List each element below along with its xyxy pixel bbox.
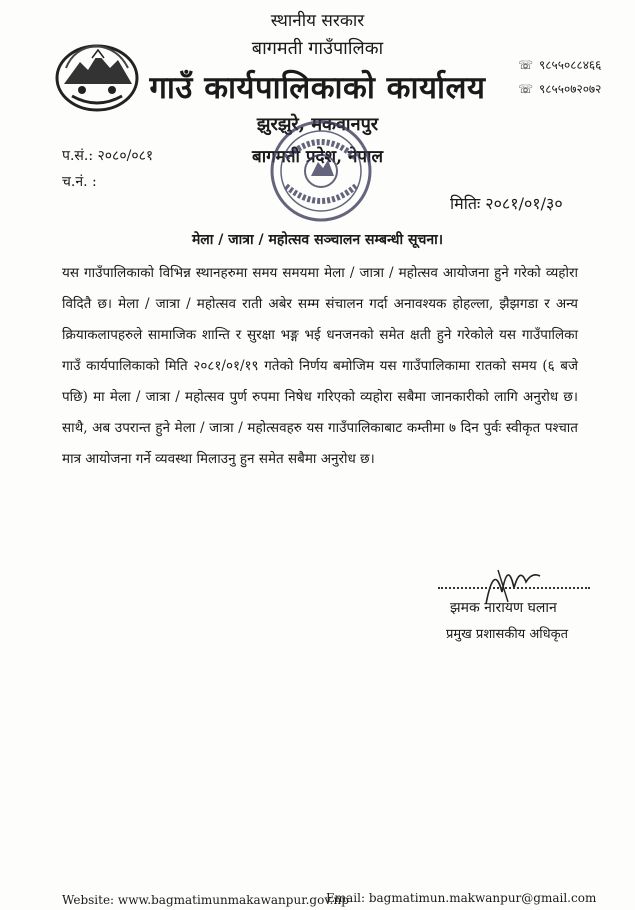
letter-reference-number: प.सं.: २०८०/०८१	[62, 148, 154, 164]
header-municipality: बागमती गाउँपालिका	[251, 38, 384, 59]
dispatch-number: च.नं. :	[62, 174, 97, 190]
header-place: झुरझुरे, मकवानपुर	[256, 114, 379, 135]
signatory-title: प्रमुख प्रशासकीय अधिकृत	[446, 627, 569, 642]
telephone-icon: ☏	[518, 58, 534, 72]
letter-subject: मेला / जात्रा / महोत्सव सञ्चालन सम्बन्धी सूचना।	[191, 232, 444, 248]
telephone-icon: ☏	[518, 82, 534, 96]
signature-line	[438, 587, 590, 589]
office-stamp	[268, 118, 374, 224]
letter-body: यस गाउँपालिकाको विभिन्न स्थानहरुमा समय समयमा मेला / जात्रा / महोत्सव आयोजना हुने गरेको व्यहोरा विदितै छ। मेला / जात्रा / महोत्सव राती अबेर सम्म संचालन गर्दा अनावश्यक होहल्ला, झैझगडा र अन्य क्रियाकलापहरुले सामाजिक शान्ति र सुरक्षा भङ्ग भई धनजनको समेत क्षती हुने गरेकोले यस गाउँपालिका गाउँ कार्यपालिकाको मिति २०८१/०१/१९ गतेको निर्णय बमोजिम यस गाउँपालिकामा रातको समय (६ बजे पछि) मा मेला / जात्रा / महोत्सव पुर्ण रुपमा निषेध गरिएको व्यहोरा सबैमा जानकारीको लागि अनुरोध छ। साथै, अब उपरान्त हुने मेला / जात्रा / महोत्सवहरु यस गाउँपालिकाबाट कम्तीमा ७ दिन पुर्वः स्वीकृत पश्चात मात्र आयोजना गर्ने व्यवस्था मिलाउनु हुन समेत सबैमा अनुरोध छ।	[62, 265, 578, 467]
header-province: बागमती प्रदेश, नेपाल	[252, 147, 383, 167]
letter-date: मितिः २०८१/०१/३०	[450, 194, 563, 213]
footer-email: Email: bagmatimun.makwanpur@gmail.com	[326, 891, 597, 905]
signatory-name: झमक नारायण घलान	[450, 600, 557, 616]
header-office-title: गाउँ कार्यपालिकाको कार्यालय	[149, 70, 486, 106]
header-local-government: स्थानीय सरकार	[270, 11, 365, 31]
footer-website: Website: www.bagmatimunmakawanpur.gov.np	[62, 893, 349, 907]
phone-number: ☏ ९८५५०८८४६६	[518, 58, 602, 72]
phone-number: ☏ ९८५५०७२०७२	[518, 82, 602, 96]
